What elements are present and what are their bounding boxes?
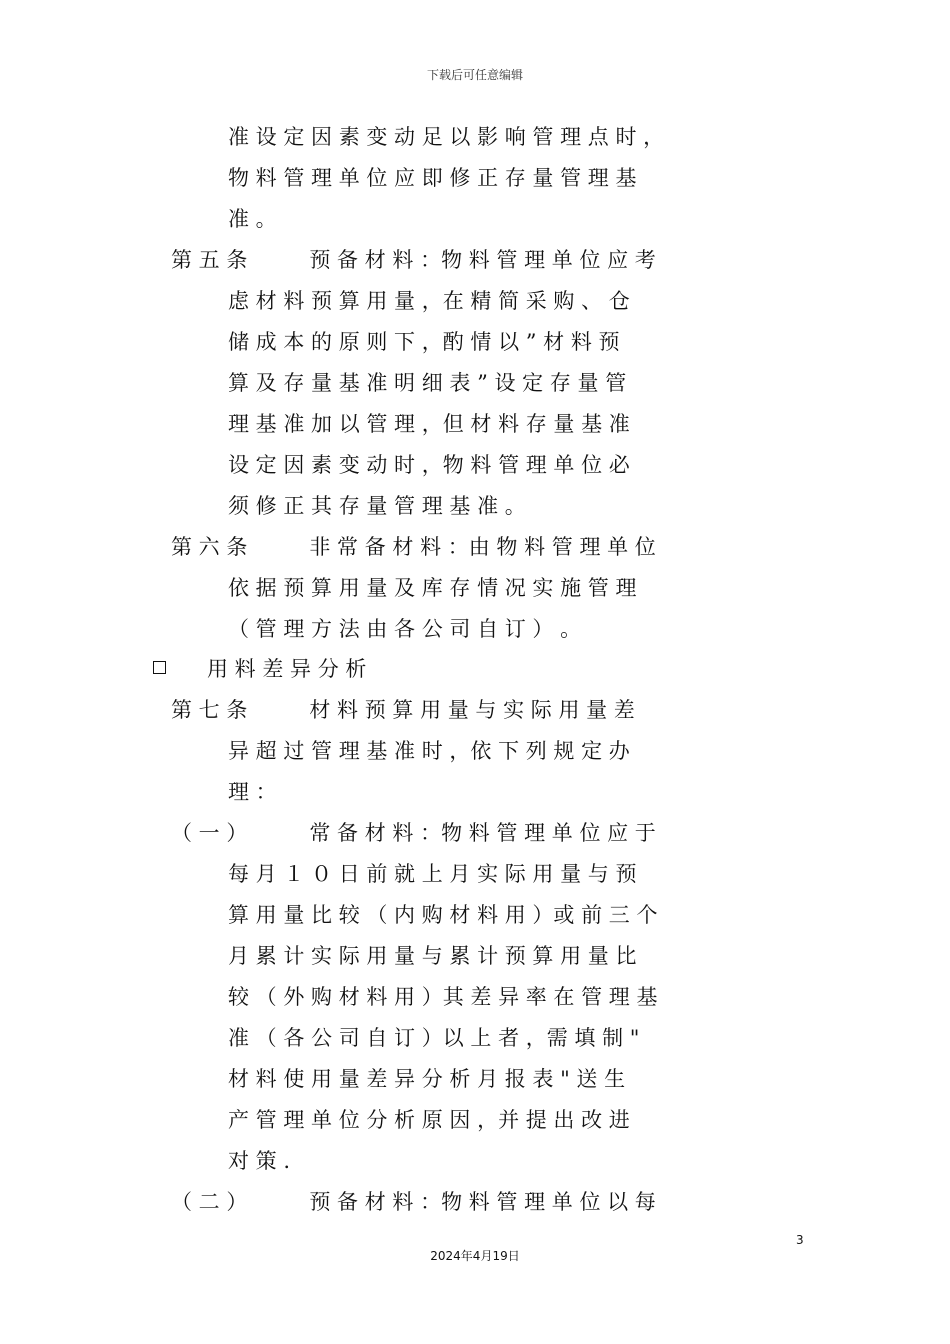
article-6-line: 第 六 条 非 常 备 材 料 ：由 物 料 管 理 单 位: [171, 535, 656, 559]
body-line: 依 据 预 算 用 量 及 库 存 情 况 实 施 管 理: [228, 576, 637, 600]
page-number: 3: [796, 1233, 804, 1247]
article-5-line: 第 五 条 预 备 材 料 ：物 料 管 理 单 位 应 考: [171, 248, 656, 272]
item-2-line: （ 二 ） 预 备 材 料 ：物 料 管 理 单 位 以 每: [171, 1190, 656, 1214]
body-line: 较 （ 外 购 材 料 用 ）其 差 异 率 在 管 理 基: [228, 985, 658, 1009]
body-line: 对 策 .: [228, 1149, 291, 1173]
body-line: 虑 材 料 预 算 用 量 ，在 精 简 采 购 、 仓: [228, 289, 630, 313]
body-line: 月 累 计 实 际 用 量 与 累 计 预 算 用 量 比: [228, 944, 637, 968]
item-1-line: （ 一 ） 常 备 材 料 ：物 料 管 理 单 位 应 于: [171, 821, 656, 845]
body-line: 储 成 本 的 原 则 下 ，酌 情 以 ” 材 料 预: [228, 330, 620, 354]
body-line: 产 管 理 单 位 分 析 原 因 ，并 提 出 改 进: [228, 1108, 630, 1132]
body-line: 准 。: [228, 207, 277, 231]
body-line: 理 ：: [228, 780, 277, 804]
body-line: 算 用 量 比 较 （ 内 购 材 料 用 ）或 前 三 个: [228, 903, 658, 927]
body-line: 物 料 管 理 单 位 应 即 修 正 存 量 管 理 基: [228, 166, 637, 190]
body-line: 材 料 使 用 量 差 异 分 析 月 报 表 " 送 生: [228, 1067, 626, 1091]
article-7-line: 第 七 条 材 料 预 算 用 量 与 实 际 用 量 差: [171, 698, 635, 722]
body-line: 理 基 准 加 以 管 理 ，但 材 料 存 量 基 准: [228, 412, 630, 436]
body-line: 异 超 过 管 理 基 准 时 ，依 下 列 规 定 办: [228, 739, 630, 763]
body-line: 设 定 因 素 变 动 时 ，物 料 管 理 单 位 必: [228, 453, 630, 477]
body-line: 算 及 存 量 基 准 明 细 表 ” 设 定 存 量 管: [228, 371, 627, 395]
body-line: 每 月 １ ０ 日 前 就 上 月 实 际 用 量 与 预: [228, 862, 637, 886]
page-header: 下载后可任意编辑: [426, 68, 523, 82]
checkbox-bullet-icon: [153, 661, 166, 674]
body-line: 须 修 正 其 存 量 管 理 基 准 。: [228, 494, 526, 518]
section-heading: 用 料 差 异 分 析: [207, 657, 367, 681]
body-line: （ 管 理 方 法 由 各 公 司 自 订 ） 。: [228, 617, 582, 641]
body-line: 准 设 定 因 素 变 动 足 以 影 响 管 理 点 时 ，: [228, 125, 665, 149]
page-footer-date: 2024年4月19日: [430, 1249, 520, 1263]
body-line: 准 （ 各 公 司 自 订 ）以 上 者 ，需 填 制 ": [228, 1026, 640, 1050]
